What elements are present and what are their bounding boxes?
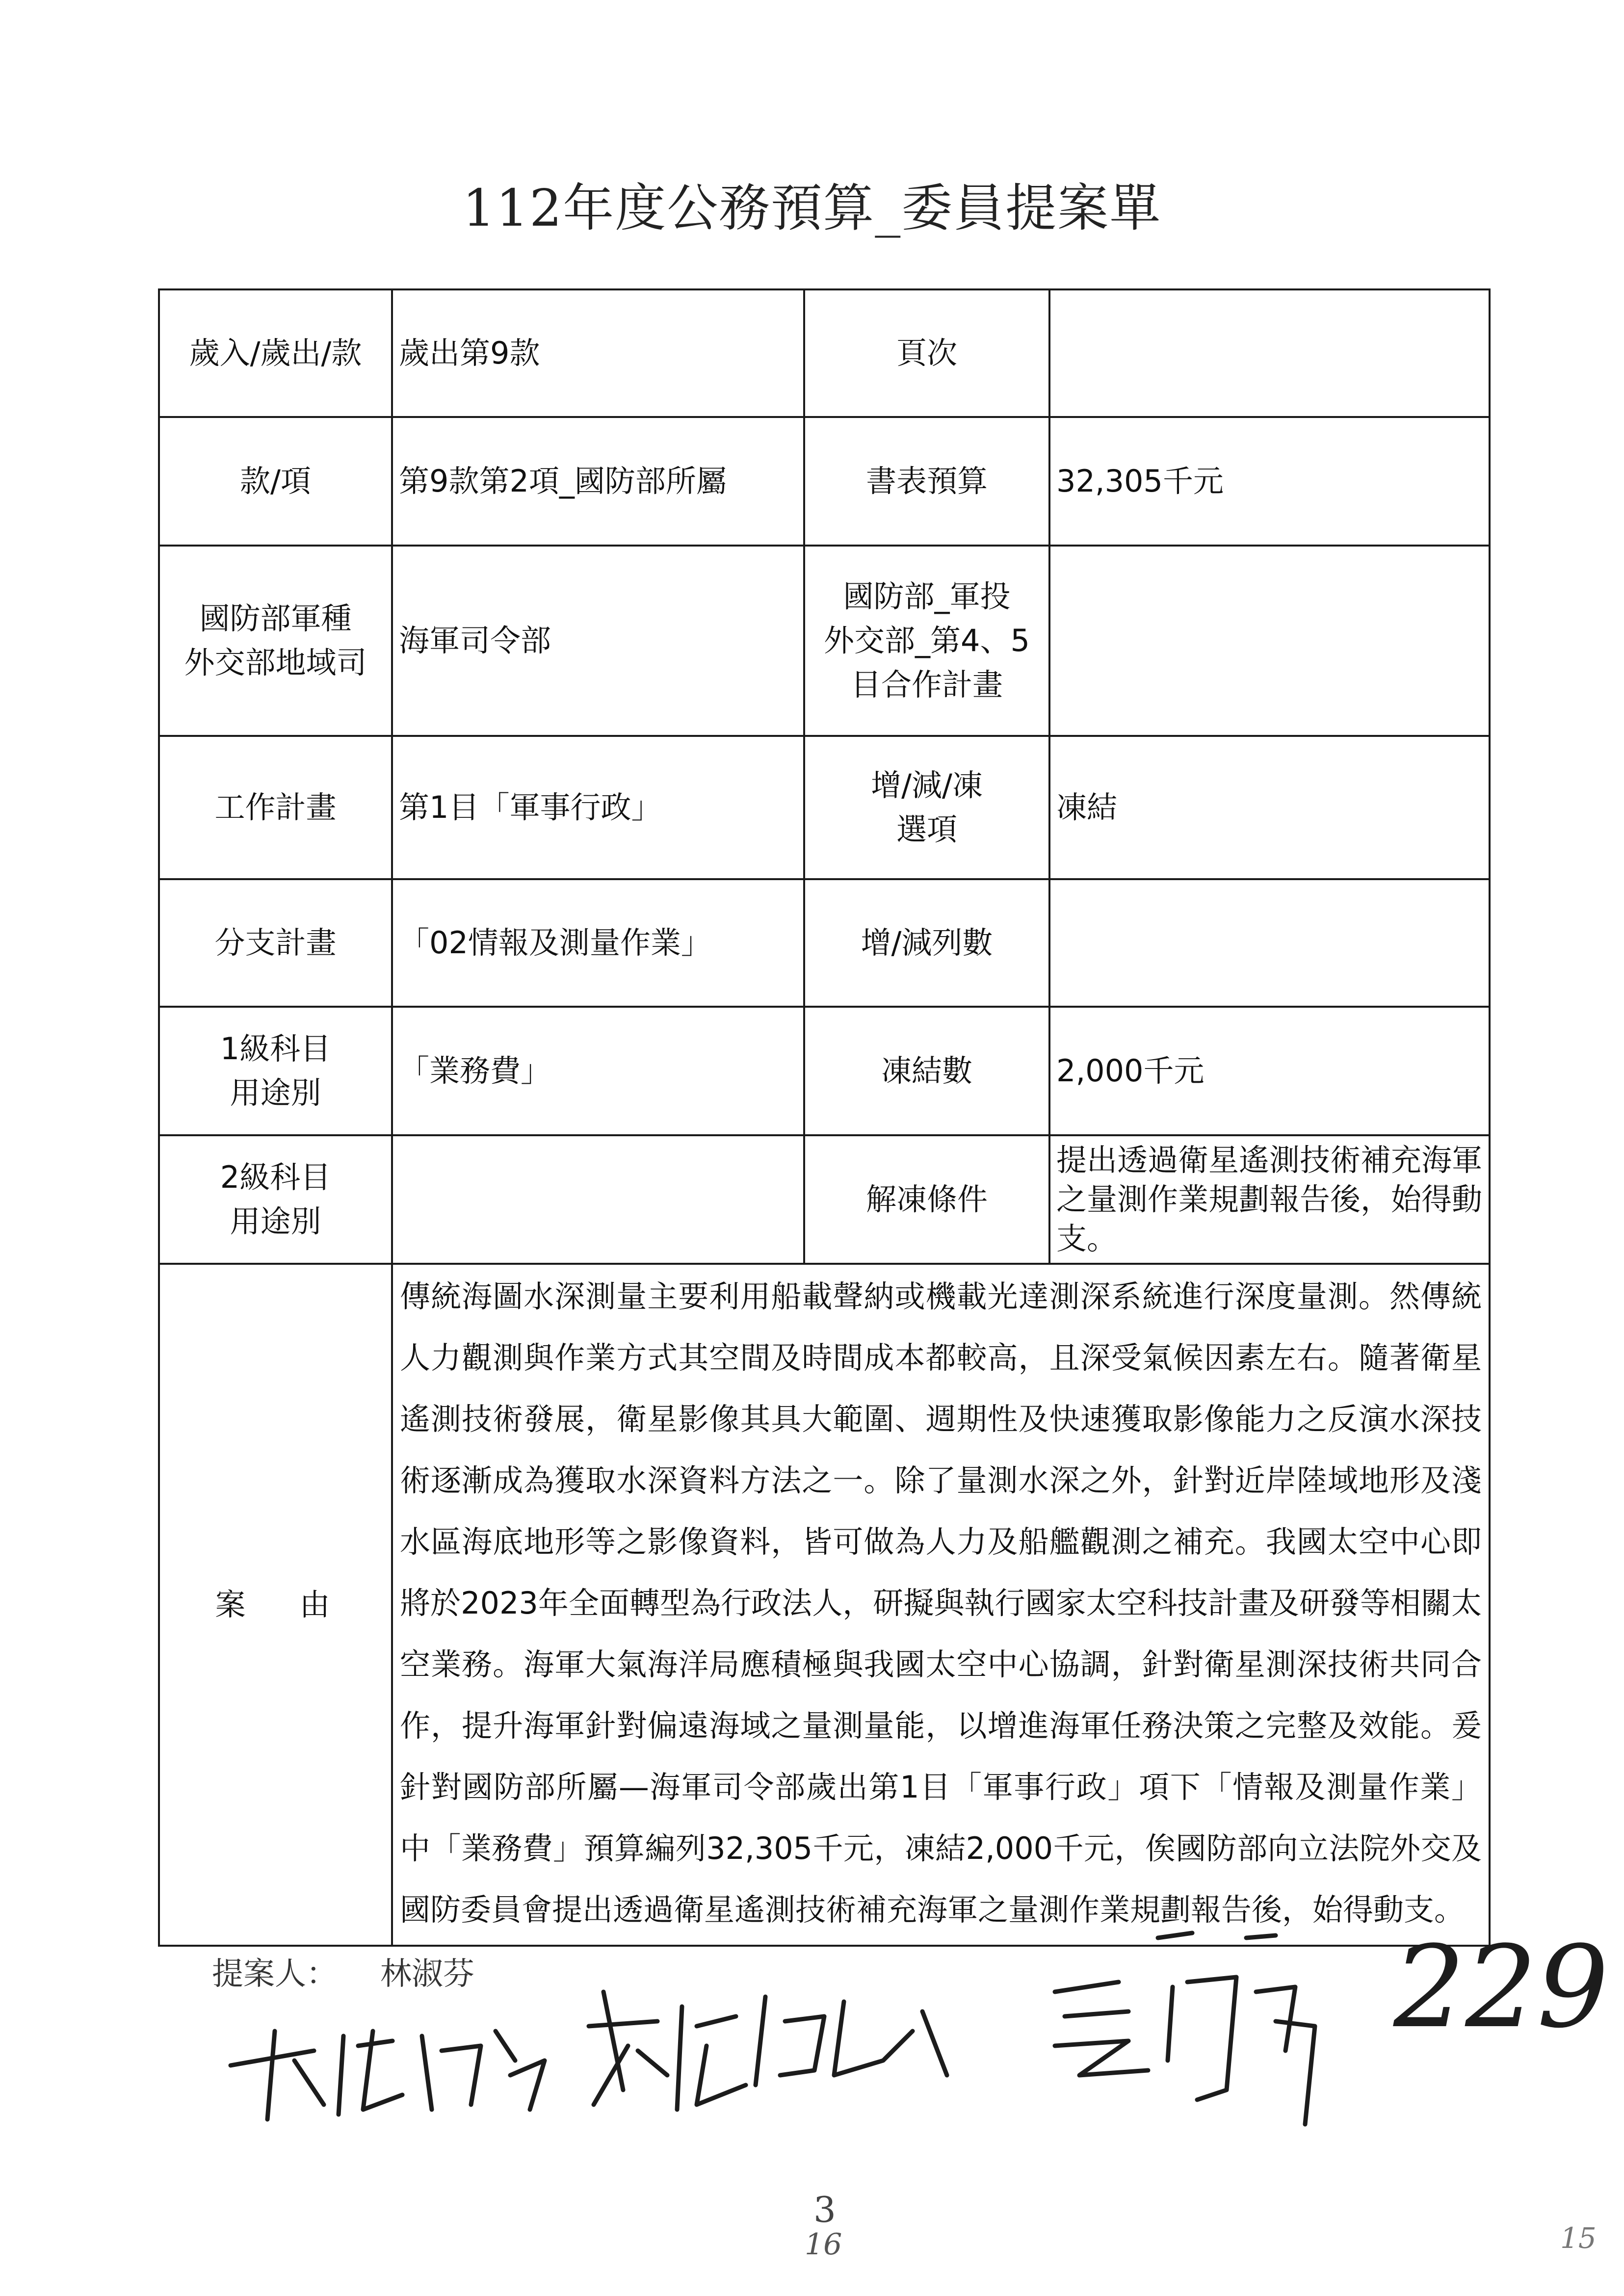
value-military-branch: 海軍司令部 [392,546,804,736]
proposer-label: 提案人： [212,1956,338,1992]
label-work-plan: 工作計畫 [159,736,392,879]
label-line: 1級科目 [220,1031,331,1067]
reason-text: 傳統海圖水深測量主要利用船載聲納或機載光達測深系統進行深度量測。然傳統人力觀測與作業方式其空間及時間成本都較高，且深受氣候因素左右。隨著衛星遙測技術發展，衛星影像其具大範圍、週期性及快速獲取影像能力之反演水深技術逐漸成為獲取水深資料方法之一。除了量測水深之外，針對近岸陸域地形及淺水區海底地形等之影像資料，皆可做為人力及船艦觀測之補充。我國太空中心即將於2023年全面轉型為行政法人，研擬與執行國家太空科技計畫及研發等相關太空業務。海軍大氣海洋局應積極與我國太空中心協調，針對衛星測深技術共同合作，提升海軍針對偏遠海域之量測量能，以增進海軍任務決策之完整及效能。爰針對國防部所屬—海軍司令部歲出第1目「軍事行政」項下「情報及測量作業」中「業務費」預算編列32,305千元，凍結2,000千元，俟國防部向立法院外交及國防委員會提出透過衛星遙測技術補充海軍之量測作業規劃報告後，始得動支。 [392,1264,1490,1946]
handwritten-note-15: 15 [1560,2221,1597,2255]
value-level1-subject: 「業務費」 [392,1007,804,1135]
proposer-name: 林淑芬 [380,1956,474,1992]
handwritten-note-16: 16 [805,2227,842,2262]
signature-mark [589,1992,947,2110]
label-line: 用途別 [230,1075,321,1111]
value-option: 凍結 [1049,736,1490,879]
label-page: 頁次 [804,289,1049,417]
value-budget-category: 歲出第9款 [392,289,804,417]
value-freeze-amount: 2,000千元 [1049,1007,1490,1135]
label-adjust-amount: 增/減列數 [804,879,1049,1007]
signature-mark [231,2031,545,2119]
label-book-budget: 書表預算 [804,417,1049,546]
page-title: 112年度公務預算_委員提案單 [462,178,1162,238]
handwritten-number: 229 [1393,1922,1609,2053]
value-section-item: 第9款第2項_國防部所屬 [392,417,804,546]
signature-mark [1055,1977,1315,2124]
label-section-item: 款/項 [159,417,392,546]
value-branch-plan: 「02情報及測量作業」 [392,879,804,1007]
label-unfreeze-condition: 解凍條件 [804,1135,1049,1264]
label-reason: 案由 [159,1264,392,1946]
value-unfreeze-condition: 提出透過衛星遙測技術補充海軍之量測作業規劃報告後，始得動支。 [1049,1135,1490,1264]
label-freeze-amount: 凍結數 [804,1007,1049,1135]
value-work-plan: 第1目「軍事行政」 [392,736,804,879]
label-line: 外交部_第4、5 [824,623,1030,658]
label-line: 目合作計畫 [850,667,1003,703]
decorative-strokes [1158,1933,1276,1938]
label-line: 2級科目 [220,1159,331,1195]
label-line: 增/減/凍 [871,767,983,803]
label-branch-plan: 分支計畫 [159,879,392,1007]
label-line: 外交部地域司 [184,645,367,680]
label-line: 國防部軍種 [199,600,352,636]
label-line: 用途別 [230,1203,321,1239]
label-line: 選項 [896,811,957,847]
label-line: 國防部_軍投 [843,578,1011,614]
page-number: 3 [813,2189,836,2230]
label-budget-category: 歲入/歲出/款 [159,289,392,417]
value-book-budget: 32,305千元 [1049,417,1490,546]
